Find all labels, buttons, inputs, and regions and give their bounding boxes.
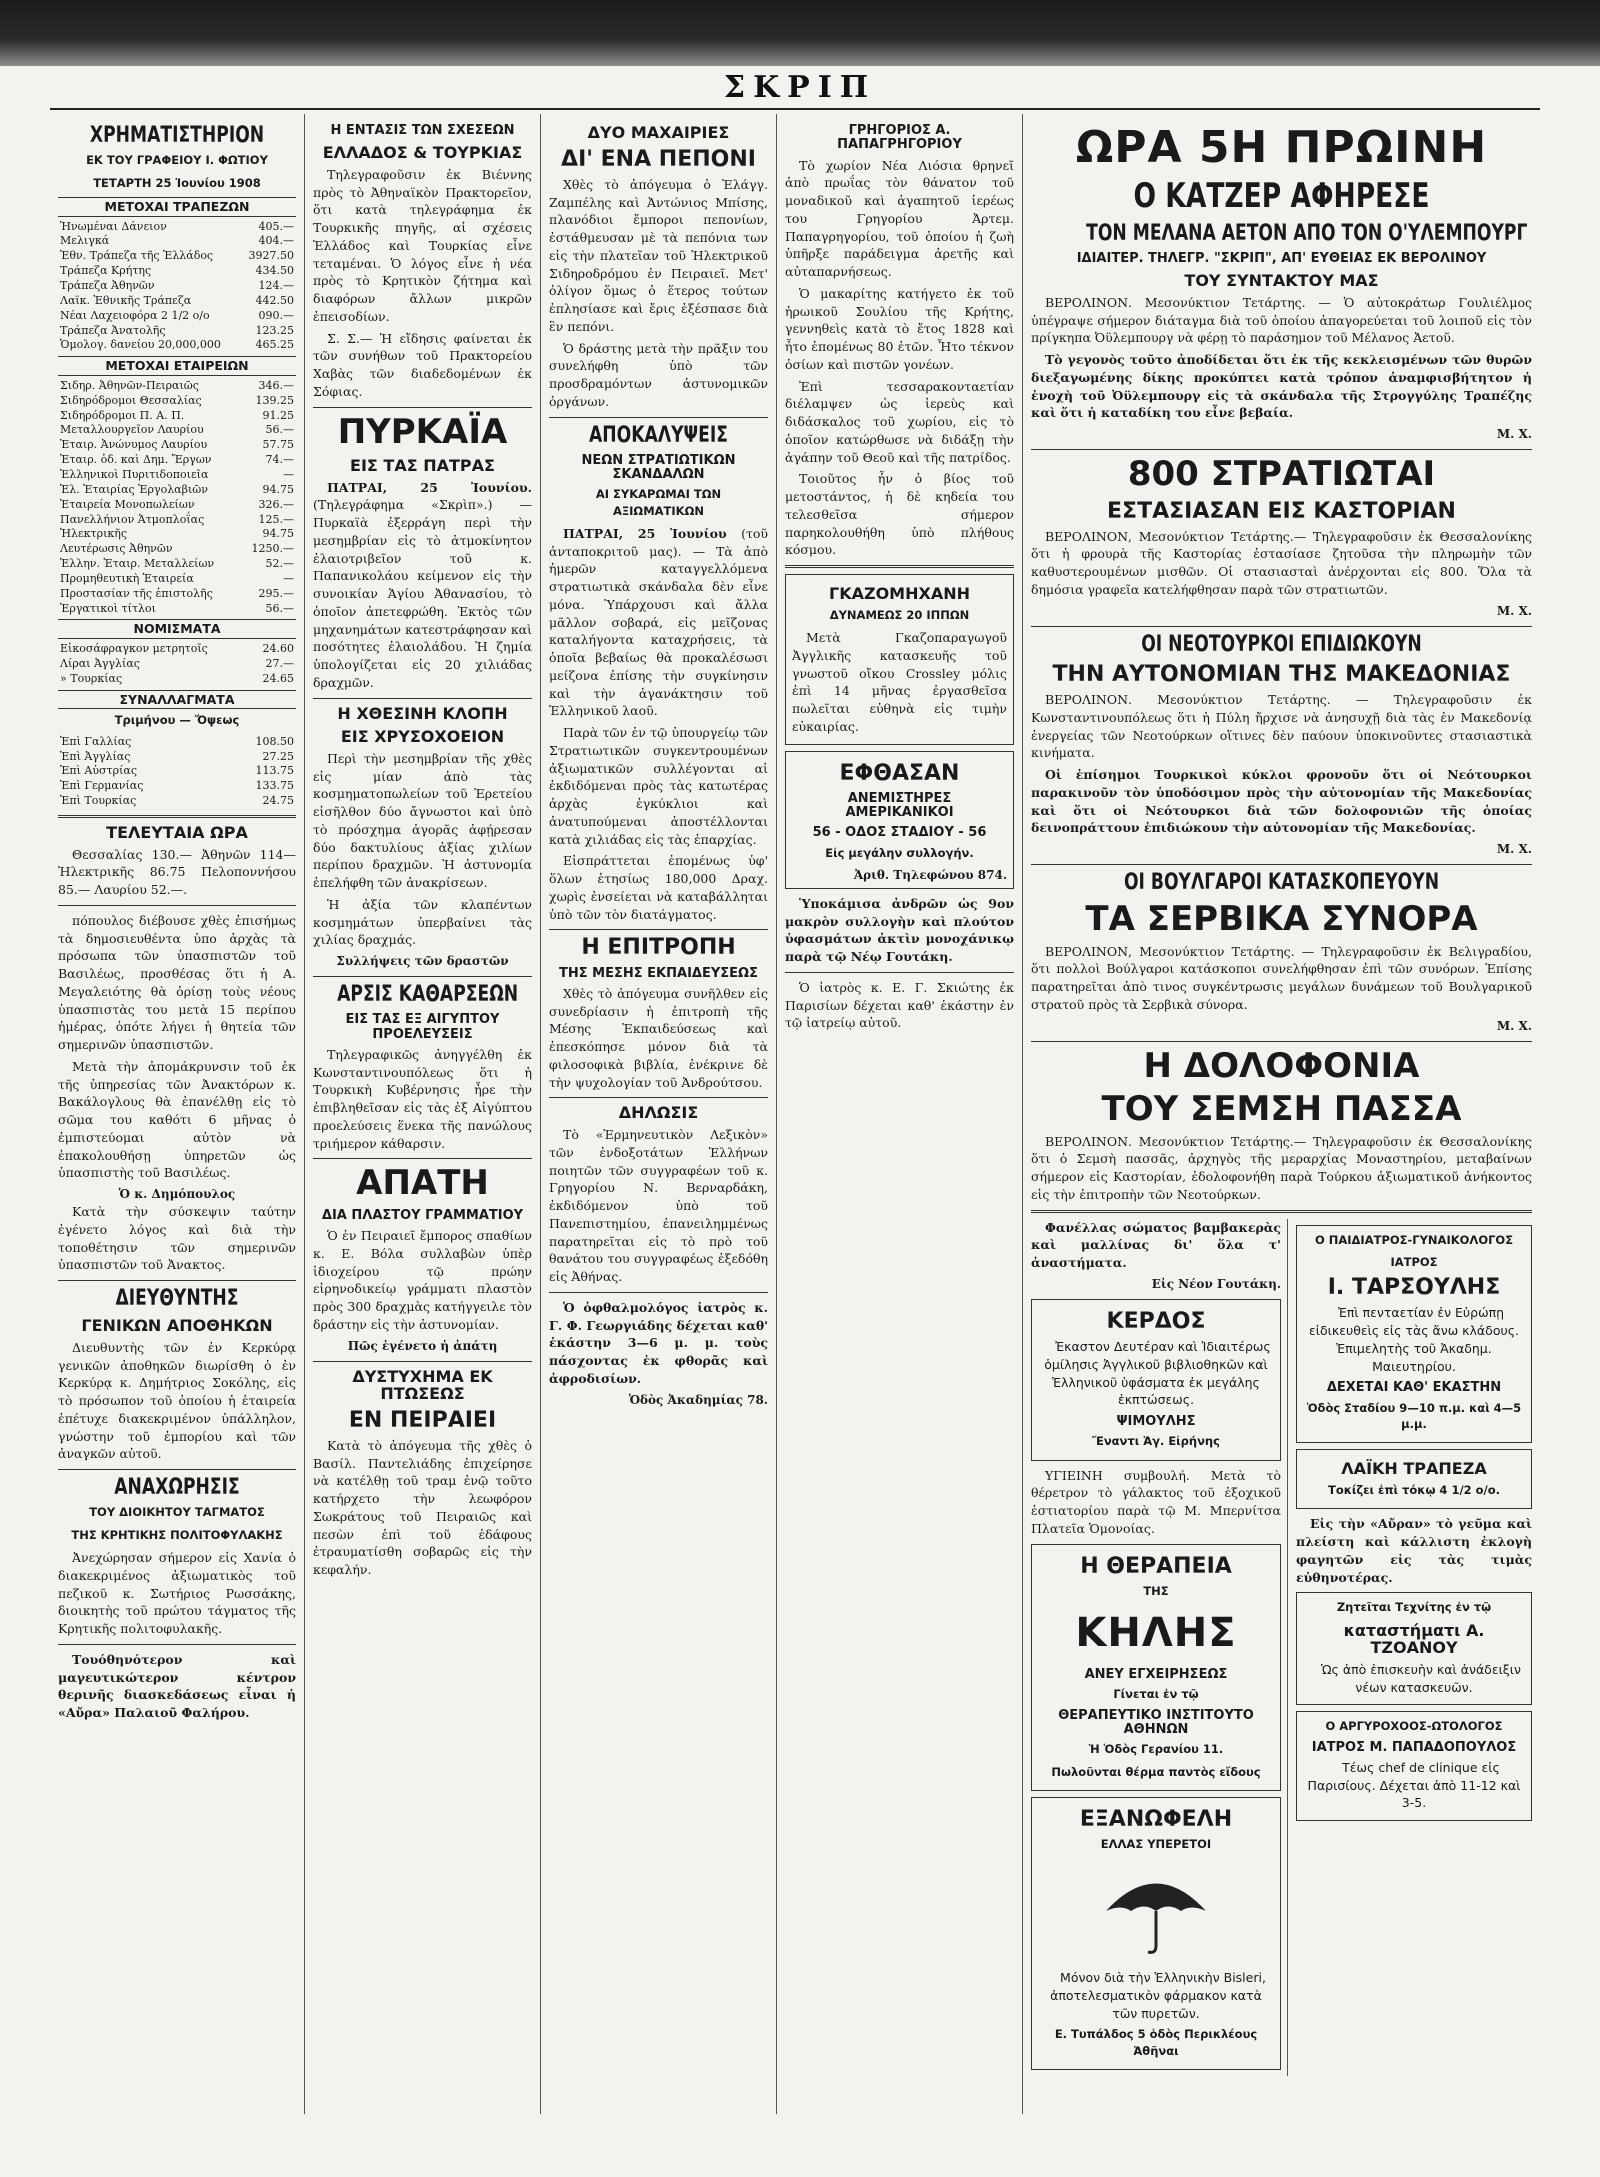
- headline: Η ΕΠΙΤΡΟΠΗ: [581, 935, 736, 961]
- article-text: Τὸ γεγονὸς τοῦτο ἀποδίδεται ὅτι ἐκ τῆς κεκλεισμένων τῶν θυρῶν διεξαγωμένης δίκης προκύπτει κατὰ τρόπον ἀναμφισβήτητον ἡ ἐνοχὴ τοῦ Ὀϋλεμπουργ εἰς τὰ σκάνδαλα τῆς Στρογγύλης Τραπέζης καὶ ὅτι ἡ καταδίκη του εἶνε βεβαία.: [1031, 352, 1532, 421]
- ad-subheading: Ζητεῖται Τεχνίτης ἐν τῷ: [1336, 1600, 1492, 1615]
- exchange-item-name: Προστασίαν τῆς ἐπιστολῆς: [60, 586, 213, 600]
- exchange-item-value: 295.—: [258, 586, 294, 600]
- exchange-item-value: 91.25: [262, 408, 294, 422]
- exchange-item-value: 24.75: [262, 794, 294, 808]
- ad-text: Μόνον διὰ τὴν Ἑλληνικὴν Bisleri, ἀποτελεσματικὸν φάρμακον κατὰ τῶν πυρετῶν.: [1050, 1970, 1266, 2021]
- exchange-row: [58, 264, 296, 279]
- article-subhead: Ὁ κ. Δημόπουλος: [118, 1187, 236, 1202]
- fx-heading: ΣΥΝΑΛΛΑΓΜΑΤΑ: [58, 690, 296, 710]
- ad-subheading: ΑΝΕΥ ΕΓΧΕΙΡΗΣΕΩΣ: [1084, 1666, 1228, 1682]
- ad-big-word: ΚΗΛΗΣ: [1075, 1610, 1237, 1657]
- article-text: Τηλεγραφικῶς ἀνηγγέλθη ἐκ Κωνσταντινουπόλεως ὅτι ἡ Τουρκικὴ Κυβέρνησις ἦρε τὴν ἐπιβληθεῖσαν εἰς τὰς ἐξ Αἰγύπτου προελεύσεις ἕνεκα τῆς πανώλους τριήμερον κάθαρσιν.: [313, 1046, 532, 1151]
- exchange-item-value: 27.25: [262, 749, 294, 763]
- ad-name: ΨΙΜΟΥΛΗΣ: [1116, 1414, 1196, 1430]
- headline: ΤΟΝ ΜΕΛΑΝΑ ΑΕΤΟΝ ΑΠΟ ΤΟΝ Ο'ΥΛΕΜΠΟΥΡΓ: [1086, 220, 1528, 246]
- ad-hours: ΔΕΧΕΤΑΙ ΚΑΘ' ΕΚΑΣΤΗΝ: [1326, 1380, 1502, 1396]
- exchange-item-value: —: [283, 468, 294, 481]
- ad-phone: Ἀριθ. Τηλεφώνου 874.: [853, 867, 1007, 882]
- exchange-row: [58, 657, 296, 672]
- article-text: ΒΕΡΟΛΙΝΟΝ. Μεσονύκτιον Τετάρτης.— Τηλεγραφοῦσιν ἐκ Θεσσαλονίκης ὅτι ὁ Σεμσὴ πασσᾶς, ἀρχηγὸς τῆς μεραρχίας Μοναστηρίου, μεταβαίνων σήμερον εἰς Καστορίαν, ἐδολοφονήθη παρὰ Τούρκου ἀξιωματικοῦ ἀνήκοντος εἰς τὴν ἐπιτροπὴν τῶν Νεοτούρκων.: [1031, 1133, 1532, 1202]
- exchange-row: [58, 572, 296, 587]
- article-text: Εἰσπράττεται ἐπομένως ὑφ' ὅλων ἐτησίως 180,000 Δραχ. χωρὶς ἐνσείεται νὰ καταβάλληται ὑπὸ τῶν τὸν διατάγματος.: [549, 853, 768, 922]
- headline: ΔΥΟ ΜΑΧΑΙΡΙΕΣ: [587, 123, 730, 142]
- exchange-item-value: 56.—: [265, 601, 294, 615]
- exchange-item-value: 125.—: [258, 512, 294, 526]
- ad-heading: ΕΞΑΝΩΦΕΛΗ: [1079, 1806, 1233, 1832]
- column-telegrams: [1023, 114, 1540, 2114]
- column-news-3: [541, 114, 777, 2114]
- divider: [1031, 1041, 1532, 1042]
- headline: Η ΕΝΤΑΣΙΣ ΤΩΝ ΣΧΕΣΕΩΝ: [330, 123, 515, 138]
- exchange-item-name: Νέαι Λαχειοφόρα 2 1/2 ο/ο: [60, 308, 210, 322]
- exchange-row: [58, 527, 296, 542]
- ad-text: Μετὰ Γκαζοπαραγωγοῦ Ἀγγλικῆς κατασκευῆς τοῦ γνωστοῦ οἴκου Crossley μόλις ἐπὶ 14 μῆνας ἐργασθεῖσα πωλεῖται εὐθηνὰ εἰς τιμὴν εὐκαιρίας.: [792, 630, 1007, 734]
- exchange-item-value: 94.75: [262, 482, 294, 496]
- ad-text: Ἐκαστον Δευτέραν καὶ Ἰδιαιτέρως ὁμίλησις Ἀγγλικοῦ βιβλιοθηκῶν καὶ Ἑλληνικοῦ ὑφάσματα ἐκ μεγάλης ἐκπτώσεως.: [1044, 1339, 1271, 1408]
- director-heading: ΔΙΕΥΘΥΝΤΗΣ: [115, 1286, 239, 1312]
- bottom-notice: Τουόθηνότερον καὶ μαγευτικώτερον κέντρον θερινῆς διασκεδάσεως εἶναι ἡ «Αὔρα» Παλαιοῦ Φαλήρου.: [58, 1651, 296, 1721]
- exchange-item-name: » Τουρκίας: [60, 671, 123, 685]
- article-text: Τηλεγραφοῦσιν ἐκ Βιέννης πρὸς τὸ Ἀθηναϊκὸν Πρακτορεῖον, ὅτι κατὰ τηλεγράφημα ἐκ Τουρκικῆς πηγῆς, αἱ σχέσεις Ἑλλάδος καὶ Τουρκίας εἶνε τεταμέναι. Ὁ λόγος εἶνε ἡ νέα πρὸς τὸ Κρητικὸν ζήτημα καὶ διαφόρων ἄλλων μικρῶν ἐπεισοδίων.: [313, 166, 532, 324]
- exchange-item-name: Τράπεζα Ἀνατολῆς: [60, 323, 166, 337]
- last-hour-heading: ΤΕΛΕΥΤΑΙΑ ΩΡΑ: [106, 823, 248, 843]
- headline: ΕΣΤΑΣΙΑΣΑΝ ΕΙΣ ΚΑΣΤΟΡΙΑΝ: [1107, 498, 1456, 524]
- ent-doctor-ad: [1296, 1711, 1532, 1821]
- article-text: Ἡ ἀξία τῶν κλαπέντων κοσμημάτων ὑπερβαίνει τὰς χιλίας δραχμάς.: [313, 896, 532, 948]
- ad-address: Ὁδὸς Ἀκαδημίας 78.: [628, 1392, 768, 1407]
- headline: ΕΙΣ ΤΑΣ ΠΑΤΡΑΣ: [350, 456, 495, 476]
- headline: ΑΙ ΣΥΚΑΡΩΜΑΙ ΤΩΝ ΑΞΙΩΜΑΤΙΚΩΝ: [595, 487, 722, 518]
- ad-address: Ἡ Ὁδὸς Γερανίου 11.: [1088, 1742, 1224, 1757]
- headline: ΑΠΟΚΑΛΥΨΕΙΣ: [589, 422, 728, 448]
- column-news-2: [305, 114, 541, 2114]
- headline: ΕΙΣ ΧΡΥΣΟΧΟΕΙΟΝ: [340, 727, 505, 747]
- ad-heading: Η ΘΕΡΑΠΕΙΑ: [1080, 1553, 1232, 1579]
- exchange-item-name: Τράπεζα Ἀθηνῶν: [60, 278, 155, 292]
- article-text: Παρὰ τῶν ἐν τῷ ὑπουργείῳ τῶν Στρατιωτικῶν συγκεντρουμένων ἀξιωματικῶν συλλέγονται αἱ ἐκδιδόμεναι πρὸς τὰς κατωτέρας ἀρχὰς ἐγκύκλιοι καὶ ἀνατυπούμεναι ἀποστέλλονται κατὰ χιλιάδας εἰς τὰς ἐπαρχίας.: [549, 725, 768, 847]
- headline-main: ΩΡΑ 5Η ΠΡΩΙΝΗ: [1075, 122, 1488, 173]
- exchange-item-value: 346.—: [258, 378, 294, 392]
- exchange-row: [58, 309, 296, 324]
- exchange-item-name: Λαϊκ. Ἐθνικῆς Τράπεζα: [60, 293, 192, 307]
- exchange-row: [58, 279, 296, 294]
- signature: Μ. Χ.: [1496, 603, 1532, 618]
- exchange-row: [58, 542, 296, 557]
- exchange-date: ΤΕΤΑΡΤΗ 25 Ἰουνίου 1908: [93, 175, 261, 190]
- divider: [58, 905, 296, 906]
- signature: Μ. Χ.: [1496, 1018, 1532, 1033]
- exchange-item-value: 405.—: [258, 219, 294, 233]
- divider: [785, 565, 1014, 568]
- ad-heading: ΙΑΤΡΟΣ Μ. ΠΑΠΑΔΟΠΟΥΛΟΣ: [1311, 1739, 1517, 1755]
- ads-grid: [1031, 1219, 1532, 2076]
- exchange-row: [58, 234, 296, 249]
- bank-ad: [1296, 1449, 1532, 1509]
- exchange-item-name: Ἑλ. Ἑταιρίας Ἐργολαβιῶν: [60, 482, 208, 496]
- article-text: Ὁ μακαρίτης κατήγετο ἐκ τοῦ ἡρωικοῦ Σουλίου τῆς Κρήτης, γεννηθεὶς κατὰ τὸ ἔτος 1828 καὶ ἦτο ἐπομένως 80 ἐτῶν. Ἦτο τέκνον ὀσίων καὶ πιστῶν γονέων.: [785, 285, 1014, 372]
- headline: ΕΙΣ ΤΑΣ ΕΞ ΑΙΓΥΠΤΟΥ ΠΡΟΕΛΕΥΣΕΙΣ: [345, 1012, 500, 1042]
- column-news-4: [777, 114, 1023, 2114]
- exchange-item-name: Ὁμολογ. δανείου 20,000,000: [60, 338, 221, 352]
- banks-heading: ΜΕΤΟΧΑΙ ΤΡΑΠΕΖΩΝ: [58, 197, 296, 217]
- article-text: πόπουλος διέβουσε χθὲς ἐπισήμως τὰ δημοσιευθέντα ὑπο ἀρχὰς τὰ πρόσωπα τῶν ὑπασπιστῶν τοῦ Βασιλέως, προσθέσας ὅτι ἡ Α. Μεγαλειότης θὰ ὁρίσῃ τοὺς νέους ὑπασπιστὰς του μετὰ 15 περίπου ἡμέρας, ὁπότε λήγει ἡ θητεία τῶν σημερινῶν ὑπασπιστῶν.: [58, 912, 296, 1053]
- exchange-item-value: 404.—: [258, 234, 294, 248]
- ad-address: Ἔναντι Ἁγ. Εἰρήνης: [1092, 1434, 1220, 1449]
- ad-address: Ε. Τυπάλδος 5 ὁδὸς Περικλέους Ἀθῆναι: [1054, 2027, 1258, 2058]
- exchange-subtitle: ΕΚ ΤΟΥ ΓΡΑΦΕΙΟΥ Ι. ΦΩΤΙΟΥ: [86, 153, 268, 168]
- headline: ΔΙΑ ΠΛΑΣΤΟΥ ΓΡΑΜΜΑΤΙΟΥ: [321, 1207, 524, 1223]
- exchange-row: [58, 394, 296, 409]
- divider: [313, 1158, 532, 1159]
- exchange-item-value: 56.—: [265, 423, 294, 437]
- exchange-row: [58, 557, 296, 572]
- exchange-row: [58, 338, 296, 353]
- ad-subheading: Ο ΠΑΙΔΙΑΤΡΟΣ-ΓΥΝΑΙΚΟΛΟΓΟΣ: [1314, 1232, 1514, 1247]
- divider: [1031, 626, 1532, 627]
- headline: ΤΗΣ ΜΕΣΗΣ ΕΚΠΑΙΔΕΥΣΕΩΣ: [559, 965, 758, 981]
- exchange-item-name: Ἐπὶ Αὐστρίας: [60, 764, 138, 778]
- ad-heading: ΓΚΑΖΟΜΗΧΑΝΗ: [829, 584, 970, 604]
- divider: [549, 1292, 768, 1293]
- departures-subheading: ΤΟΥ ΔΙΟΙΚΗΤΟΥ ΤΑΓΜΑΤΟΣ: [89, 1505, 265, 1520]
- fans-ad: [785, 751, 1014, 889]
- divider: [1031, 1210, 1532, 1213]
- exchange-item-value: 326.—: [258, 497, 294, 511]
- article-text: ΒΕΡΟΛΙΝΟΝ, Μεσονύκτιον Τετάρτης. — Τηλεγραφοῦσιν ἐκ Βελιγραδίου, ὅτι πολλοὶ Βούλγαροι κατάσκοποι συνελήφθησαν ἐπὶ τῶν συνόρων. Ἐπίσης παρατηρεῖται ἀπὸ τινος συγκέντρωσις μεγάλων δυνάμεων τοῦ Βουλγαρικοῦ στρατοῦ πρὸς τὰ Σερβικὰ σύνορα.: [1031, 943, 1532, 1012]
- exchange-row: [58, 379, 296, 394]
- article-text: (τοῦ ἀνταποκριτοῦ μας). — Τὰ ἀπὸ ἡμερῶν καταγγελλόμενα στρατιωτικὰ σκάνδαλα δὲν εἶνε μόνα. Ὑπάρχουσι καὶ ἄλλα μᾶλλον σοβαρά, εἰς μεῖζονας καταλήγοντα καταχρήσεις, τὰ ὁποῖα βεβαίως θὰ προκαλέσωσι μείζονα ἐπίσης τὴν συγκίνησιν καὶ τὴν ἀγανάκτησιν τοῦ Ἑλληνικοῦ λαοῦ.: [549, 525, 768, 719]
- article-text: Ἐπὶ τεσσαρακονταετίαν διέλαμψεν ὡς ἱερεὺς καὶ διδάσκαλος τοῦ χωρίου, εἰς τὸ ὁποῖον κατώρθωσε νὰ διδάξῃ τὴν ἀγάπην τοῦ Θεοῦ καὶ τῆς πατρίδος.: [785, 378, 1014, 465]
- ad-subheading: ΑΝΕΜΙΣΤΗΡΕΣ ΑΜΕΡΙΚΑΝΙΚΟΙ: [845, 790, 954, 820]
- article-text: Τοιοῦτος ἦν ὁ βίος τοῦ μετοστάντος, ἡ δὲ κηδεία του τελεσθεῖσα σήμερον παρηκολουθήθη ὑπὸ πλήθους κόσμου.: [785, 471, 1014, 558]
- exchange-row: [58, 453, 296, 468]
- article-text: Κατὰ τὴν σύσκεψιν ταύτην ἐγένετο λόγος καὶ διὰ τὴν τοποθέτησιν τῶν σημερινῶν ὑπασπιστῶν τοῦ Ἀνακτος.: [58, 1204, 296, 1273]
- exchange-item-value: 442.50: [255, 293, 294, 307]
- exchange-row: [58, 602, 296, 617]
- ad-note: Εἰς Νέον Γουτάκη.: [1151, 1276, 1281, 1291]
- ad-text: Τέως chef de clinique εἰς Παρισίους. Δέχεται ἀπὸ 11-12 καὶ 3-5.: [1307, 1759, 1521, 1811]
- article-text: ΒΕΡΟΛΙΝΟΝ, Μεσονύκτιον Τετάρτης.— Τηλεγραφοῦσιν ἐκ Θεσσαλονίκης ὅτι ἡ φρουρὰ τῆς Καστορίας ἐστασίασε ζητοῦσα τὴν πληρωμὴν τῶν καθυστερουμένων μισθῶν. Οἱ στασιασταὶ ἀνέρχονται εἰς 800. Ὅλα τὰ δημόσια γραφεῖα κατελήφθησαν παρὰ τῶν στρατιωτῶν.: [1031, 528, 1532, 597]
- exchange-row: [58, 794, 296, 809]
- exchange-row: [58, 587, 296, 602]
- exchange-row: [58, 324, 296, 339]
- divider: [58, 1644, 296, 1645]
- column-exchange: [50, 114, 305, 2114]
- exchange-item-name: Ἠλεκτρικῆς: [60, 527, 128, 541]
- divider: [58, 1280, 296, 1281]
- signature: Μ. Χ.: [1496, 842, 1532, 857]
- job-ad: [1296, 1592, 1532, 1705]
- article-text: Περὶ τὴν μεσημβρίαν τῆς χθὲς εἰς μίαν ἀπὸ τὰς κοσμηματοπωλείων τοῦ Ἐρετείου εἰσῆλθον δύο ἄγνωστοι καὶ ὑπὸ τὸ πρόσχημα ἀγορᾶς ἀφῄρεσαν δύο δακτυλίους ἀξίας χιλίων περίπου δραχμῶν. Ἡ ἀστυνομία ἐπελήφθη τῶν ἀνακρίσεων.: [313, 750, 532, 891]
- exchange-item-value: 090.—: [258, 308, 294, 322]
- companies-table: [58, 379, 296, 617]
- ad-heading: ΚΕΡΔΟΣ: [1106, 1308, 1206, 1334]
- headline: ΕΛΛΑΔΟΣ & ΤΟΥΡΚΙΑΣ: [322, 143, 523, 163]
- exchange-item-name: Λίραι Ἀγγλίας: [60, 657, 140, 671]
- dateline: ΠΑΤΡΑΙ, 25 Ἰουνίου.: [327, 479, 532, 495]
- pediatrician-ad: [1296, 1225, 1532, 1444]
- headline: ΑΠΑΤΗ: [356, 1163, 489, 1204]
- gas-engine-ad: [785, 574, 1014, 744]
- divider: [58, 815, 296, 818]
- masthead-rule: [50, 108, 1540, 110]
- exchange-item-name: Ἐταιρ. ὁδ. καὶ Δημ. Ἔργων: [60, 453, 212, 467]
- exchange-item-value: 74.—: [265, 453, 294, 467]
- exchange-item-name: Σιδηρόδρομοι Θεσσαλίας: [60, 393, 202, 407]
- ads-left: [1031, 1219, 1288, 2076]
- divider: [313, 407, 532, 408]
- exchange-item-name: Λευτέρωσις Ἀθηνῶν: [60, 542, 173, 556]
- headline: Ο ΚΑΤΖΕΡ ΑΦΗΡΕΣΕ: [1133, 176, 1430, 217]
- exchange-item-value: 24.60: [262, 642, 294, 656]
- exchange-item-name: Ἐπὶ Τουρκίας: [60, 794, 137, 808]
- exchange-row: [58, 423, 296, 438]
- exchange-row: [58, 468, 296, 483]
- exchange-row: [58, 735, 296, 750]
- exchange-item-value: 27.—: [265, 657, 294, 671]
- ad-subheading: Γίνεται ἐν τῷ: [1113, 1687, 1199, 1702]
- ad-note: Πωλοῦνται θέρμα παντὸς εἴδους: [1051, 1764, 1261, 1779]
- headline: ΟΙ ΝΕΟΤΟΥΡΚΟΙ ΕΠΙΔΙΩΚΟΥΝ: [1141, 631, 1422, 657]
- ad-heading: Ι. ΤΑΡΣΟΥΛΗΣ: [1327, 1275, 1501, 1301]
- divider: [58, 1469, 296, 1470]
- exchange-row: [58, 438, 296, 453]
- ad-address: 56 - ΟΔΟΣ ΣΤΑΔΙΟΥ - 56: [812, 825, 987, 841]
- fx-table: [58, 735, 296, 809]
- exchange-row: [58, 779, 296, 794]
- ad-subheading: ΤΗΣ: [1143, 1583, 1169, 1598]
- ad-heading: καταστήματι Α. ΤΖΟΑΝΟΥ: [1343, 1620, 1485, 1658]
- article-text: Ὁ δράστης μετὰ τὴν πρᾶξιν του συνελήφθη ὑπὸ τῶν προσδραμόντων ἀστυνομικῶν ὀργάνων.: [549, 340, 768, 409]
- fx-note: Τριμήνου — Ὄψεως: [114, 713, 240, 728]
- exchange-row: [58, 294, 296, 309]
- banks-table: [58, 220, 296, 354]
- divider: [785, 972, 1014, 973]
- ad-subheading: ΕΛΛΑΣ ΥΠΕΡΕΤΟΙ: [1100, 1837, 1212, 1852]
- ad-subheading: ΘΕΡΑΠΕΥΤΙΚΟ ΙΝΣΤΙΤΟΥΤΟ ΑΘΗΝΩΝ: [1058, 1707, 1254, 1737]
- exchange-item-value: 133.75: [255, 779, 294, 793]
- companies-heading: ΜΕΤΟΧΑΙ ΕΤΑΙΡΕΙΩΝ: [58, 356, 296, 376]
- exchange-row: [58, 764, 296, 779]
- exchange-row: [58, 642, 296, 657]
- headline: ΝΕΩΝ ΣΤΡΑΤΙΩΤΙΚΩΝ ΣΚΑΝΔΑΛΩΝ: [581, 452, 736, 483]
- scan-edge-band: [0, 0, 1600, 66]
- coins-heading: ΝΟΜΙΣΜΑΤΑ: [58, 619, 296, 639]
- dateline: ΠΑΤΡΑΙ, 25 Ἰουνίου: [563, 525, 727, 541]
- article-text: ΒΕΡΟΛΙΝΟΝ. Μεσονύκτιον Τετάρτης. — Ὁ αὐτοκράτωρ Γουλιέλμος ὑπέγραψε σήμερον διάταγμα διὰ τοῦ ὁποίου ἀπαγορεύεται τοῦ λοιποῦ εἰς τὸν πρίγκηπα Ὀϋλεμπουργ νὰ φέρῃ τὸ παράσημον τοῦ Μέλανος Ἀετοῦ.: [1031, 294, 1532, 346]
- exchange-item-name: Ἐταιρ. Ἀνώνυμος Λαυρίου: [60, 438, 208, 452]
- ads-right: [1296, 1219, 1532, 2076]
- exchange-row: [58, 220, 296, 235]
- advertisement: Ὁ ὀφθαλμολόγος ἰατρὸς κ. Γ. Φ. Γεωργιάδης δέχεται καθ' ἑκάστην 3—6 μ. μ. τοὺς πάσχοντας ἐκ φθορᾶς καὶ ἀφροδισίων.: [549, 1299, 768, 1386]
- last-hour-text: Θεσσαλίας 130.— Ἀθηνῶν 114— Ἠλεκτρικῆς 86.75 Πελοποννήσου 85.— Λαυρίου 52.—.: [58, 846, 296, 898]
- exchange-item-name: Σιδηρόδρομοι Π. Α. Π.: [60, 408, 185, 422]
- exchange-item-value: 52.—: [265, 557, 294, 571]
- kerdos-ad: [1031, 1299, 1281, 1461]
- exchange-item-value: —: [283, 571, 294, 585]
- exchange-item-value: 57.75: [262, 438, 294, 452]
- divider: [313, 698, 532, 699]
- headline: ΤΑ ΣΕΡΒΙΚΑ ΣΥΝΟΡΑ: [1085, 899, 1478, 940]
- exchange-item-name: Ἐπὶ Γαλλίας: [60, 734, 132, 748]
- exchange-item-value: 94.75: [262, 527, 294, 541]
- exchange-item-name: Ἑλλην. Ἑταιρ. Μεταλλείων: [60, 557, 215, 571]
- exchange-item-value: 3927.50: [248, 249, 294, 263]
- exchange-item-name: Τράπεζα Κρήτης: [60, 264, 152, 278]
- director-subheading: ΓΕΝΙΚΩΝ ΑΠΟΘΗΚΩΝ: [81, 1316, 273, 1336]
- ad-text: Ἐπὶ πενταετίαν ἐν Εὐρώπῃ εἰδικευθεὶς εἰς τὰς ἄνω κλάδους. Ἐπιμελητὴς τοῦ Ἀκαδημ. Μαιευτηρίου.: [1308, 1305, 1520, 1374]
- exchange-row: [58, 672, 296, 687]
- headline: ΔΗΛΩΣΙΣ: [618, 1103, 699, 1123]
- article-text: Χθὲς τὸ ἀπόγευμα συνῆλθεν εἰς συνεδρίασιν ἡ ἐπιτροπὴ τῆς Μέσης Ἐκπαιδεύσεως καὶ ἐπεσκόπησε μόνον διὰ τὰ φιλοσοφικὰ βιβλία, ἐνέκρινε δὲ τὴν ψυχολογίαν τοῦ Ἀνδρούτσου.: [549, 985, 768, 1090]
- headline: ΤΟΥ ΣΕΜΣΗ ΠΑΣΣΑ: [1101, 1089, 1462, 1130]
- exchange-item-value: 139.25: [255, 393, 294, 407]
- umbrella-icon: [1096, 1866, 1216, 1956]
- divider: [1031, 449, 1532, 450]
- divider: [549, 417, 768, 418]
- exchange-item-value: 24.65: [262, 671, 294, 685]
- divider: [1031, 864, 1532, 865]
- exchange-title: ΧΡΗΜΑΤΙΣΤΗΡΙΟΝ: [89, 123, 265, 148]
- signature: Μ. Χ.: [1496, 427, 1532, 442]
- headline: ΑΡΣΙΣ ΚΑΘΑΡΣΕΩΝ: [337, 982, 519, 1008]
- ad-heading: ΛΑΪΚΗ ΤΡΑΠΕΖΑ: [1341, 1459, 1487, 1479]
- exchange-item-name: Ἑλληνικοὶ Πυριτιδοποιεῖα: [60, 468, 209, 481]
- exchange-item-value: 113.75: [255, 764, 294, 778]
- ad-note: Εἰς μεγάλην συλλογήν.: [825, 845, 974, 860]
- ad-text: Τοκίζει ἐπὶ τόκῳ 4 1/2 ο/ο.: [1327, 1482, 1501, 1497]
- exchange-item-name: Ἐπὶ Ἀγγλίας: [60, 749, 131, 763]
- exchange-item-value: 108.50: [255, 734, 294, 748]
- headline: ΠΥΡΚΑΪΑ: [337, 411, 508, 452]
- headline: ΤΗΝ ΑΥΤΟΝΟΜΙΑΝ ΤΗΣ ΜΑΚΕΔΟΝΙΑΣ: [1052, 661, 1511, 687]
- article-text: Τὸ «Ἑρμηνευτικὸν Λεξικὸν» τῶν ἐνδοξοτάτων Ἑλλήνων ποιητῶν τῶν συγγραφέων τοῦ κ. Γρηγορίου Ν. Βερναρδάκη, ἐκδιδόμενον ὑπὸ τοῦ Πανεπιστημίου, ἐπανειλημμένως παρατηρεῖται εἰς τὸ πρὸ τοῦ θανάτου του συγγραφέως ἐξεδόθη εἰς Ἀθήνας.: [549, 1127, 768, 1285]
- departures-heading: ΑΝΑΧΩΡΗΣΙΣ: [114, 1475, 240, 1501]
- article-text: Οἱ ἐπίσημοι Τουρκικοὶ κύκλοι φρονοῦν ὅτι οἱ Νεότουρκοι παρακινοῦν τὸν ὑποδόσιμον πρὸς τὴν αὐτονομίαν τῆς Μακεδονίας καὶ ὅτι οἱ Νεότουρκοι διὰ τῶν δολοφονιῶν τῆς ὁποίας δεινοπράττουν ἐπιδιώκουν τὴν αὐτονομίαν τῆς Μακεδονίας.: [1031, 767, 1532, 836]
- headline: ΟΙ ΒΟΥΛΓΑΡΟΙ ΚΑΤΑΣΚΟΠΕΥΟΥΝ: [1123, 870, 1440, 896]
- ad-text: Ὡς ἀπὸ ἐπισκευὴν καὶ ἀνάδειξιν νέων κατασκευῶν.: [1321, 1661, 1521, 1695]
- ad-subheading: Ο ΑΡΓΥΡΟΧΟΟΣ-ΩΤΟΛΟΓΟΣ: [1325, 1719, 1503, 1734]
- headline: ΔΙ' ΕΝΑ ΠΕΠΟΝΙ: [561, 146, 756, 172]
- exchange-item-name: Εἰκοσάφραγκον μετρητοῖς: [60, 642, 208, 656]
- departures-subheading-2: ΤΗΣ ΚΡΗΤΙΚΗΣ ΠΟΛΙΤΟΦΥΛΑΚΗΣ: [71, 1527, 283, 1542]
- exchange-item-name: Μελιγκά: [60, 234, 110, 248]
- exchange-row: [58, 483, 296, 498]
- ad-heading: ΕΦΘΑΣΑΝ: [839, 760, 960, 786]
- columns: [50, 114, 1540, 2114]
- article-text: ΒΕΡΟΛΙΝΟΝ. Μεσονύκτιον Τετάρτης. — Τηλεγραφοῦσιν ἐκ Κωνσταντινουπόλεως ὅτι ἡ Πύλη ἤρχισε νὰ ἀνησυχῇ διὰ τὰς ἐν Μακεδονίᾳ ἐνεργείας τῶν Νεοτούρκων οἵτινες δὲν παύουν ὑποκινοῦντες στασιαστικὰ κινήματα.: [1031, 692, 1532, 761]
- exchange-item-value: 465.25: [255, 338, 294, 352]
- divider: [313, 1361, 532, 1362]
- flannels-ad: Φανέλλας σώματος βαμβακερὰς καὶ μαλλίνας δι' ὅλα τ' ἀναστήματα.: [1031, 1219, 1281, 1271]
- exchange-item-name: Μεταλλουργεῖον Λαυρίου: [60, 423, 204, 437]
- ad-subheading: ΙΑΤΡΟΣ: [1390, 1254, 1438, 1269]
- exchange-item-name: Προμηθευτικὴ Ἑταιρεία: [60, 571, 194, 585]
- exchange-item-value: 124.—: [258, 278, 294, 292]
- quinine-ad: [1031, 1797, 1281, 2070]
- exchange-item-name: Ἐθν. Τράπεζα τῆς Ἑλλάδος: [60, 249, 214, 263]
- article-text: Χθὲς τὸ ἀπόγευμα ὁ Ἐλάγγ. Ζαμπέλης καὶ Ἀντώνιος Μπίσης, πλανόδιοι ἔμποροι πεπονίων, ἐστάθμευσαν μὲ τὰ πεπόνια των εἰς τὴν πλατεῖαν τοῦ Ἠλεκτρικοῦ Σιδηροδρόμου ἐν Πειραιεῖ. Μετ' ὀλίγον ὅμως ὁ ἕτερος τούτων ἐπλησίασε καὶ ἔρις ἐξέσπασε διὰ ἓν πεπόνι.: [549, 176, 768, 334]
- exchange-item-name: Ἐργατικοὶ τίτλοι: [60, 601, 156, 615]
- exchange-row: [58, 409, 296, 424]
- headline: ΓΡΗΓΟΡΙΟΣ Α. ΠΑΠΑΓΡΗΓΟΡΙΟΥ: [837, 123, 962, 153]
- health-ad: ΥΓΙΕΙΝΗ συμβουλή. Μετὰ τὸ θέρετρον τὸ γάλακτος τοῦ ἐξοχικοῦ ἐστιατορίου παρὰ τῷ Μ. Μπερνίτσα Πλατεῖα Ὁμονοίας.: [1031, 1467, 1281, 1536]
- article-subhead: Συλλήψεις τῶν δραστῶν: [336, 954, 509, 969]
- article-subhead: Πῶς ἐγένετο ἡ ἀπάτη: [347, 1338, 498, 1353]
- headline: Η ΧΘΕΣΙΝΗ ΚΛΟΠΗ: [337, 703, 508, 723]
- exchange-item-name: Σιδηρ. Ἀθηνῶν-Πειραιῶς: [60, 378, 199, 392]
- coins-table: [58, 642, 296, 687]
- hernia-ad: [1031, 1544, 1281, 1791]
- article-text: Μετὰ τὴν ἀπομάκρυνσιν τοῦ ἐκ τῆς ὑπηρεσίας τῶν Ἀνακτόρων κ. Βακάλογλους θὰ ἐπανέλθῃ εἰς τὸ σῶμα του καθότι 6 μῆνας ὁ ἐμπιστεύομαι αὐτὸν νὰ ἐπακολουθήσῃ ὑπηρετῶν ὡς ὑπασπιστὴς τοῦ Βασιλέως.: [58, 1058, 296, 1181]
- exchange-row: [58, 498, 296, 513]
- exchange-item-name: Ἠνωμέναι Δάνειον: [60, 219, 167, 233]
- article-text: Τὸ χωρίον Νέα Λιόσια θρηνεῖ ἀπὸ πρωΐας τὸν θάνατον τοῦ μοναδικοῦ καὶ ἀγαπητοῦ ἱερέως του Γρηγορίου Ἀρτεμ. Παπαγρηγορίου, τοῦ ὁποίου ἡ ζωὴ ὑπῆρξε παράδειγμα ἀρετῆς καὶ αὐταπαρνήσεως.: [785, 157, 1014, 280]
- exchange-item-value: 123.25: [255, 323, 294, 337]
- masthead: ΣΚΡΙΠ: [723, 70, 877, 105]
- ad-address: Ὁδὸς Σταδίου 9—10 π.μ. καὶ 4—5 μ.μ.: [1306, 1400, 1522, 1432]
- article-text: Ὁ ἐν Πειραιεῖ ἔμπορος σπαθίων κ. Ε. Βόλα συλλαβὼν ὑπὲρ ἰδιοχείρου τῷ πρώην εἰρηνοδικείῳ γράμματι πλαστὸν πρὸς 300 δραχμὰς κατήγγειλε τὸν δράστην εἰς τὴν ἀστυνομίαν.: [313, 1228, 532, 1332]
- divider: [549, 1097, 768, 1098]
- headline: ΔΥΣΤΥΧΗΜΑ ΕΚ ΠΤΩΣΕΩΣ: [352, 1366, 493, 1404]
- headline: ΕΝ ΠΕΙΡΑΙΕΙ: [348, 1407, 497, 1433]
- headline: ΙΔΙΑΙΤΕΡ. ΤΗΛΕΓΡ. "ΣΚΡΙΠ", ΑΠ' ΕΥΘΕΙΑΣ ΕΚ ΒΕΡΟΛΙΝΟΥ: [1076, 250, 1487, 266]
- article-text: Ἀνεχώρησαν σήμερον εἰς Χανία ὁ διακεκριμένος ἀξιωματικὸς τοῦ πεζικοῦ κ. Σωτήριος Ρωσσάκης, διοικητὴς τοῦ πρώτου τάγματος τῆς Κρητικῆς πολιτοφυλακῆς.: [58, 1550, 296, 1637]
- headline: Η ΔΟΛΟΦΟΝΙΑ: [1143, 1045, 1420, 1086]
- exchange-item-name: Ἐπὶ Γερμανίας: [60, 779, 144, 793]
- doctor-ad: Ὁ ἰατρὸς κ. Ε. Γ. Σκιώτης ἐκ Παρισίων δέχεται καθ' ἑκάστην ἐν τῷ ἰατρείῳ αὐτοῦ.: [785, 979, 1014, 1031]
- exchange-row: [58, 249, 296, 264]
- article-text: Διευθυντὴς τῶν ἐν Κερκύρᾳ γενικῶν ἀποθηκῶν διωρίσθη ὁ ἐν Κερκύρᾳ κ. Δημήτριος Σοκόλης, εἰς τὸ πρόσωπον τοῦ ὁποίου ἡ ἑταιρεία ἐπέτυχε διακεκριμένον ὑπάλληλον, γνώστην τοῦ ἐμπορίου καὶ τῶν ἀναγκῶν αὐτοῦ.: [58, 1339, 296, 1462]
- article-text: Σ. Σ.— Ἡ εἴδησις φαίνεται ἐκ τῶν συνήθων τοῦ Πρακτορείου Χαβὰς τῶν διαδεδομένων ἐκ Σόφιας.: [313, 330, 532, 399]
- headline: ΤΟΥ ΣΥΝΤΑΚΤΟΥ ΜΑΣ: [1184, 271, 1379, 291]
- exchange-row: [58, 513, 296, 528]
- article-text: (Τηλεγράφημα «Σκρὶπ».) — Πυρκαϊὰ ἐξερράγη περὶ τὴν μεσημβρίαν εἰς τὸ ἀτμοκίνητον ἐλαιοτριβεῖον τοῦ κ. Παπανικολάου κείμενον εἰς τὴν συνοικίαν Ἁγίου Ἀθανασίου, τὸ ὁποῖον ἀπετεφρώθη. Ἐκτὸς τῶν μηχανημάτων κατεστράφησαν καὶ ποσότητες ἐλαιολάδου. Ἡ ζημία ὑπολογίζεται εἰς 20 χιλιάδας δραχμῶν.: [313, 497, 532, 690]
- divider: [313, 976, 532, 977]
- article-text: Κατὰ τὸ ἀπόγευμα τῆς χθὲς ὁ Βασίλ. Παντελιάδης ἐπιχείρησε νὰ κατέλθῃ τοῦ τραμ ἐνῷ τοῦτο κατήρχετο τὴν λεωφόρον Σωκράτους τοῦ Πειραιῶς καὶ πεσὼν ἐπὶ τοῦ ἐδάφους ἐτραυματίσθη σοβαρῶς εἰς τὴν κεφαλήν.: [313, 1437, 532, 1578]
- ad-subheading: ΔΥΝΑΜΕΩΣ 20 ΙΠΠΩΝ: [829, 607, 970, 622]
- avra-ad: Εἰς τὴν «Αὔραν» τὸ γεῦμα καὶ πλείστη καὶ κάλλιστη ἐκλογὴ φαγητῶν εἰς τὰς τιμὰς εὐθηνοτέρας.: [1296, 1516, 1532, 1585]
- divider: [549, 929, 768, 930]
- exchange-row: [58, 750, 296, 765]
- exchange-item-name: Πανελλήνιον Ἀτμοπλοΐας: [60, 512, 205, 526]
- headline: 800 ΣΤΡΑΤΙΩΤΑΙ: [1127, 454, 1436, 495]
- exchange-item-name: Ἑταιρεία Μονοπωλείων: [60, 497, 195, 511]
- exchange-item-value: 434.50: [255, 264, 294, 278]
- exchange-item-value: 1250.—: [251, 542, 294, 556]
- shirts-ad: Ὑποκάμισα ἀνδρῶν ὡς 9ον μακρὸν συλλογὴν καὶ πλούτον ὑφασμάτων ἀκτὶν μονοχάνικῳ παρὰ τῷ Νέῳ Γουτάκη.: [785, 895, 1014, 965]
